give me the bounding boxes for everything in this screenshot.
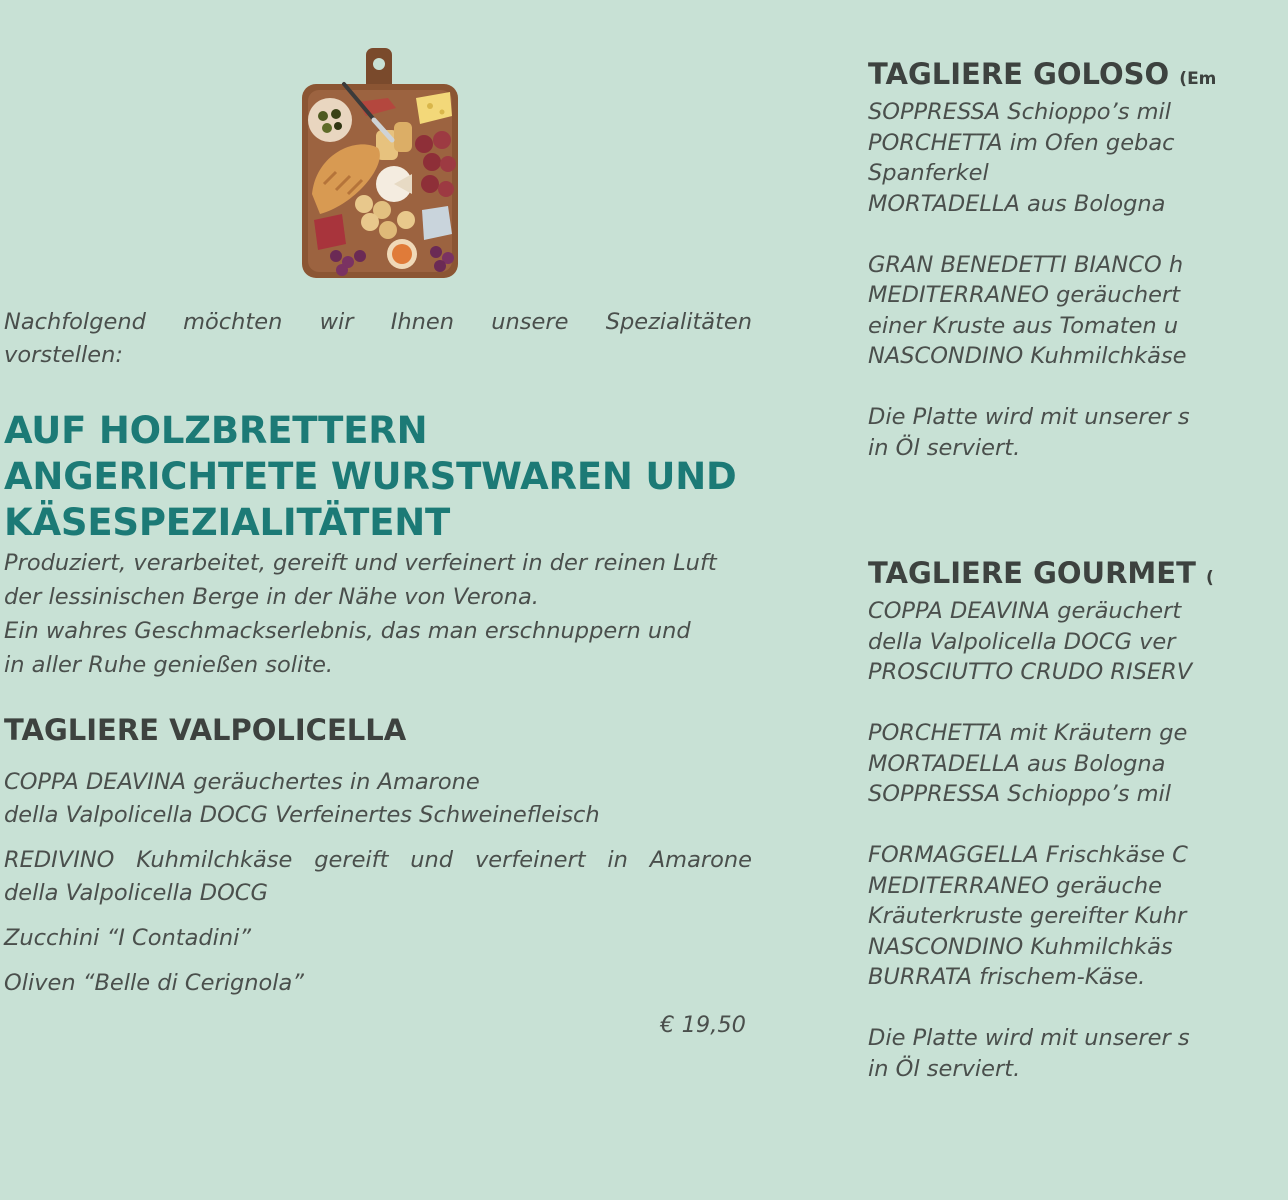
menu-item-coppa [4,766,752,832]
gourmet-line: Die Platte wird mit unserer s [868,1025,1190,1051]
goloso-title: TAGLIERE GOLOSO [868,57,1170,91]
spacer [868,993,1288,1024]
gourmet-line: MORTADELLA aus Bologna [868,750,1166,777]
gourmet-line: PORCHETTA mit Kräutern ge [868,720,1188,746]
description-line-1: Produziert, verarbeitet, gereift und verfeinert in der reinen Luft [4,550,717,576]
goloso-line: PORCHETTA im Ofen gebac [868,129,1175,156]
main-title [4,408,752,546]
gourmet-line: in Öl serviert. [868,1055,1021,1082]
gourmet-title-suffix: ( [1206,568,1214,588]
menu-item-zucchini: Zucchini “I Contadini” [4,925,252,951]
description-line-4: in aller Ruhe genießen solite. [4,652,334,678]
gourmet-line: BURRATA frischem-Käse. [868,964,1146,990]
menu-item-coppa-line-1: COPPA DEAVINA geräuchertes in Amarone [4,769,480,795]
spacer [868,688,1288,719]
right-column [868,56,1288,1084]
goloso-line: GRAN BENEDETTI BIANCO h [868,251,1184,278]
goloso-line: MORTADELLA aus Bologna [868,190,1166,217]
gourmet-title: TAGLIERE GOURMET [868,556,1196,590]
menu-item-redivino [4,844,752,910]
spacer [868,810,1288,841]
left-column [4,306,752,1038]
section-title-goloso [868,56,1288,97]
intro-line-2: vorstellen: [4,342,123,368]
gourmet-line: SOPPRESSA Schioppo’s mil [868,781,1171,807]
description-line-3: Ein wahres Geschmackserlebnis, das man erschnuppern und [4,618,691,644]
main-title-line-2: ANGERICHTETE WURSTWAREN UND [4,455,737,498]
gourmet-line: FORMAGGELLA Frischkäse C [868,842,1188,868]
section-title-gourmet [868,555,1288,596]
gourmet-lines [868,596,1288,1084]
menu-item-coppa-line-2: della Valpolicella DOCG Verfeinertes Schweinefleisch [4,802,600,828]
description-line-2: der lessinischen Berge in der Nähe von Verona. [4,584,539,610]
goloso-title-suffix: (Em [1179,69,1217,89]
intro-line-1: Nachfolgend möchten wir Ihnen unsere Spezialitäten [4,309,752,335]
description [4,546,752,682]
goloso-line: MEDITERRANEO geräuchert [868,282,1181,308]
menu-item-redivino-line-1: REDIVINO Kuhmilchkäse gereift und verfeinert in Amarone [4,847,752,873]
charcuterie-board-illustration [296,44,466,284]
goloso-line: einer Kruste aus Tomaten u [868,312,1179,339]
main-title-line-3: KÄSESPEZIALITÄTENT [4,501,451,544]
gourmet-line: COPPA DEAVINA geräuchert [868,598,1182,624]
section-title-valpolicella: TAGLIERE VALPOLICELLA [4,713,407,747]
gourmet-line: MEDITERRANEO geräuche [868,872,1163,899]
gourmet-line: della Valpolicella DOCG ver [868,628,1176,655]
menu-item-olives: Oliven “Belle di Cerignola” [4,970,304,996]
gourmet-line: PROSCIUTTO CRUDO RISERV [868,659,1193,685]
gourmet-line: Kräuterkruste gereifter Kuhr [868,903,1187,929]
goloso-lines [868,97,1288,463]
main-title-line-1: AUF HOLZBRETTERN [4,409,428,452]
menu-item-redivino-line-2: della Valpolicella DOCG [4,880,268,906]
price-valpolicella: € 19,50 [660,1012,746,1038]
goloso-line: Die Platte wird mit unserer s [868,404,1190,430]
goloso-line: in Öl serviert. [868,434,1021,461]
spacer [868,372,1288,403]
goloso-line: Spanferkel [868,160,989,186]
goloso-line: SOPPRESSA Schioppo’s mil [868,99,1171,125]
goloso-line: NASCONDINO Kuhmilchkäse [868,343,1187,369]
spacer [868,219,1288,250]
gourmet-line: NASCONDINO Kuhmilchkäs [868,933,1173,960]
